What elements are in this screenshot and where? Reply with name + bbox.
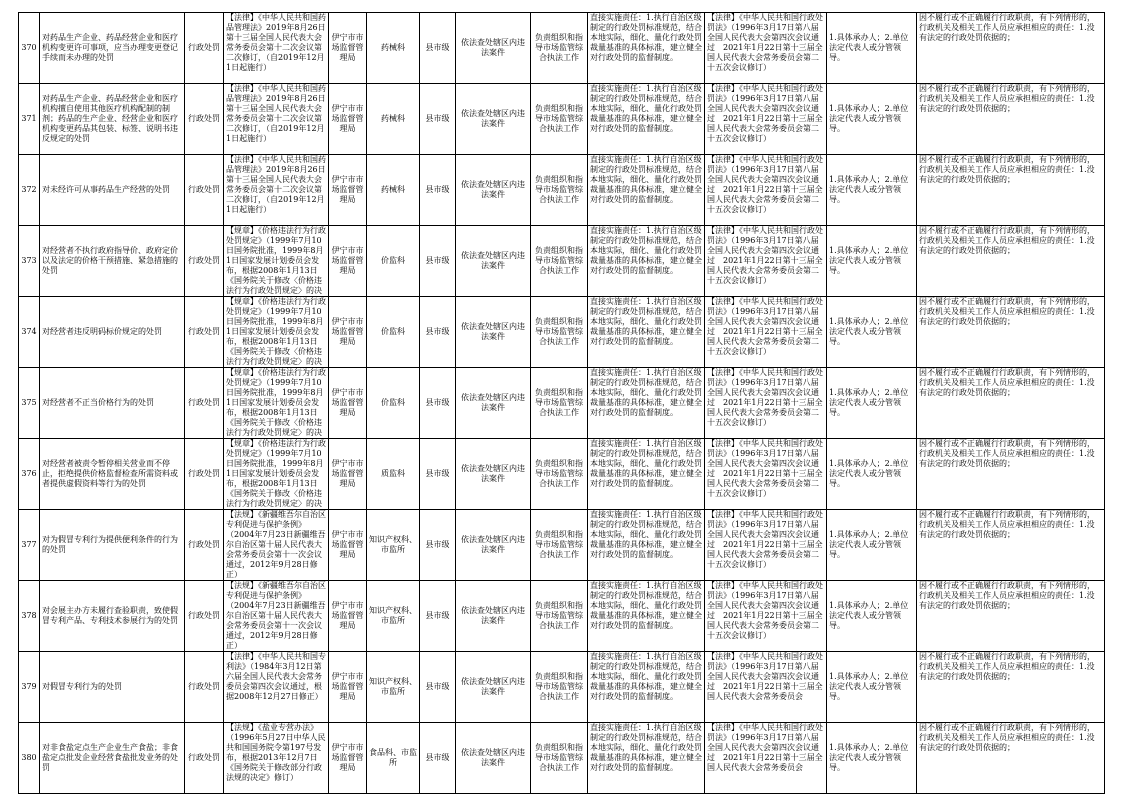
accountability-situation: 因不履行或不正确履行行政职责，有下列情形的，行政机关及相关工作人员应承担相应的责任：1.没有法定的行政处罚依据的； — [919, 226, 1095, 255]
responsibility-items: 直接实施责任：1.执行自治区级制定的行政处罚标准规范，结合本地实际，细化、量化行政处罚裁量基准的具体标准，建立健全对行政处罚的监督制度。 — [590, 652, 702, 701]
legal-basis: 【法律】《中华人民共和国药品管理法》2019年8月26日第十三届全国人民代表大会常务委员会第十二次会议第二次修订，（自2019年12月1日起施行） — [226, 84, 326, 143]
row-number: 370 — [21, 43, 37, 52]
responsibility-items: 直接实施责任：1.执行自治区级制定的行政处罚标准规范，结合本地实际，细化、量化行政处罚裁量基准的具体标准，建立健全对行政处罚的监督制度。 — [590, 368, 702, 417]
legal-basis: 【法规】《新疆维吾尔自治区专利促进与保护条例》（2004年7月23日新疆维吾尔自治区第十届人民代表大会常务委员会第十一次会议通过，2012年9月28日修正） — [226, 581, 326, 650]
responsible-subject: 1.具体承办人；2.单位法定代表人或分管领导。 — [829, 104, 909, 133]
item-name: 对假冒专利行为的处罚 — [42, 682, 122, 691]
city-duty: 依法查处辖区内违法案件 — [461, 393, 525, 412]
table-row — [19, 13, 1105, 84]
table-row — [19, 652, 1105, 723]
responsible-subject: 1.具体承办人；2.单位法定代表人或分管领导。 — [829, 672, 909, 701]
legal-basis: 【法律】《中华人民共和国药品管理法》2019年8月26日第十三届全国人民代表大会常务委员会第十二次会议第二次修订，（自2019年12月1日起施行） — [226, 13, 326, 72]
row-number: 371 — [21, 114, 37, 123]
accountability-situation: 因不履行或不正确履行行政职责，有下列情形的，行政机关及相关工作人员应承担相应的责任：1.没有法定的行政处罚依据的； — [919, 581, 1095, 610]
coordination-duty: 负责组织和指导市场监管综合执法工作 — [535, 246, 583, 275]
responsibility-basis: 【法律】《中华人民共和国行政处罚法》（1996年3月17日第八届全国人民代表大会第四次会议通过 2021年1月22日第十三届全国人民代表大会常务委员会第二十五次会议修订） — [707, 510, 823, 569]
power-list-table — [18, 12, 1105, 794]
exercise-level: 县市级 — [425, 753, 450, 762]
responsible-department: 药械科 — [381, 185, 405, 194]
responsibility-items: 直接实施责任：1.执行自治区级制定的行政处罚标准规范，结合本地实际，细化、量化行政处罚裁量基准的具体标准，建立健全对行政处罚的监督制度。 — [590, 297, 702, 346]
power-type: 行政处罚 — [188, 327, 220, 336]
city-duty: 依法查处辖区内违法案件 — [461, 748, 525, 767]
row-number: 378 — [21, 611, 37, 620]
responsibility-items: 直接实施责任：1.执行自治区级制定的行政处罚标准规范，结合本地实际，细化、量化行政处罚裁量基准的具体标准，建立健全对行政处罚的监督制度。 — [590, 439, 702, 488]
power-type: 行政处罚 — [188, 753, 220, 762]
power-list-sheet — [18, 12, 1104, 794]
coordination-duty: 负责组织和指导市场监管综合执法工作 — [535, 104, 583, 133]
accountability-situation: 因不履行或不正确履行行政职责，有下列情形的，行政机关及相关工作人员应承担相应的责任：1.没有法定的行政处罚依据的； — [919, 723, 1095, 752]
responsible-department: 知识产权科、市监所 — [369, 535, 417, 554]
power-type: 行政处罚 — [188, 398, 220, 407]
item-name: 对经营者不执行政府指导价、政府定价以及法定的价格干预措施、紧急措施的处罚 — [42, 246, 178, 275]
responsible-subject: 1.具体承办人；2.单位法定代表人或分管领导。 — [829, 459, 909, 488]
power-type: 行政处罚 — [188, 43, 220, 52]
table-body — [19, 13, 1105, 794]
responsible-subject: 1.具体承办人；2.单位法定代表人或分管领导。 — [829, 530, 909, 559]
accountability-situation: 因不履行或不正确履行行政职责，有下列情形的，行政机关及相关工作人员应承担相应的责任：1.没有法定的行政处罚依据的； — [919, 84, 1095, 113]
responsible-department: 食品科、市监所 — [369, 748, 417, 767]
legal-basis: 【规章】《价格违法行为行政处罚规定》（1999年7月10日国务院批准，1999年8月1日国家发展计划委员会发布，根据2008年1月13日《国务院关于修改〈价格违法行为行政处罚规定〉的决 — [226, 226, 326, 295]
table-row — [19, 155, 1105, 226]
responsible-department: 知识产权科、市监所 — [369, 677, 417, 696]
responsibility-basis: 【法律】《中华人民共和国行政处罚法》（1996年3月17日第八届全国人民代表大会第四次会议通过 2021年1月22日第十三届全国人民代表大会常务委员会第二十五次会议修订） — [707, 226, 823, 285]
legal-basis: 【法规】《新疆维吾尔自治区专利促进与保护条例》（2004年7月23日新疆维吾尔自治区第十届人民代表大会常务委员会第十一次会议通过，2012年9月28日修正） — [226, 510, 326, 579]
item-name: 对会展主办方未履行查验职责，致使假冒专利产品、专利技术参展行为的处罚 — [42, 606, 178, 625]
coordination-duty: 负责组织和指导市场监管综合执法工作 — [535, 601, 583, 630]
exercise-level: 县市级 — [425, 540, 450, 549]
coordination-duty: 负责组织和指导市场监管综合执法工作 — [535, 388, 583, 417]
exercise-level: 县市级 — [425, 611, 450, 620]
power-type: 行政处罚 — [188, 540, 220, 549]
responsibility-items: 直接实施责任：1.执行自治区级制定的行政处罚标准规范，结合本地实际，细化、量化行政处罚裁量基准的具体标准，建立健全对行政处罚的监督制度。 — [590, 155, 702, 204]
accountability-situation: 因不履行或不正确履行行政职责，有下列情形的，行政机关及相关工作人员应承担相应的责任：1.没有法定的行政处罚依据的； — [919, 510, 1095, 539]
item-name: 对经营者不正当价格行为的处罚 — [42, 398, 154, 407]
table-row — [19, 510, 1105, 581]
responsibility-items: 直接实施责任：1.执行自治区级制定的行政处罚标准规范，结合本地实际，细化、量化行政处罚裁量基准的具体标准，建立健全对行政处罚的监督制度。 — [590, 581, 702, 630]
accountability-situation: 因不履行或不正确履行行政职责，有下列情形的，行政机关及相关工作人员应承担相应的责任：1.没有法定的行政处罚依据的； — [919, 652, 1095, 681]
implementing-agency: 伊宁市市场监督管理局 — [331, 33, 364, 62]
table-row — [19, 84, 1105, 155]
table-row — [19, 723, 1105, 794]
implementing-agency: 伊宁市市场监督管理局 — [331, 459, 364, 488]
responsible-department: 药械科 — [381, 114, 405, 123]
responsibility-items: 直接实施责任：1.执行自治区级制定的行政处罚标准规范，结合本地实际，细化、量化行政处罚裁量基准的具体标准，建立健全对行政处罚的监督制度。 — [590, 723, 702, 772]
city-duty: 依法查处辖区内违法案件 — [461, 464, 525, 483]
power-type: 行政处罚 — [188, 114, 220, 123]
implementing-agency: 伊宁市市场监督管理局 — [331, 672, 364, 701]
coordination-duty: 负责组织和指导市场监管综合执法工作 — [535, 459, 583, 488]
responsibility-basis: 【法律】《中华人民共和国行政处罚法》（1996年3月17日第八届全国人民代表大会第四次会议通过 2021年1月22日第十三届全国人民代表大会常务委员会第二十五次会议修订） — [707, 155, 823, 214]
implementing-agency: 伊宁市市场监督管理局 — [331, 175, 364, 204]
exercise-level: 县市级 — [425, 682, 450, 691]
responsible-department: 药械科 — [381, 43, 405, 52]
row-number: 380 — [21, 753, 37, 762]
power-type: 行政处罚 — [188, 256, 220, 265]
legal-basis: 【规章】《价格违法行为行政处罚规定》（1999年7月10日国务院批准，1999年8月1日国家发展计划委员会发布，根据2008年1月13日《国务院关于修改〈价格违法行为行政处罚规定〉的决 — [226, 439, 326, 508]
row-number: 377 — [21, 540, 37, 549]
coordination-duty: 负责组织和指导市场监管综合执法工作 — [535, 33, 583, 62]
item-name: 对经营者违反明码标价规定的处罚 — [42, 327, 162, 336]
table-row — [19, 581, 1105, 652]
power-type: 行政处罚 — [188, 185, 220, 194]
implementing-agency: 伊宁市市场监督管理局 — [331, 743, 364, 772]
accountability-situation: 因不履行或不正确履行行政职责，有下列情形的，行政机关及相关工作人员应承担相应的责任：1.没有法定的行政处罚依据的； — [919, 439, 1095, 468]
responsibility-basis: 【法律】《中华人民共和国行政处罚法》（1996年3月17日第八届全国人民代表大会第四次会议通过 2021年1月22日第十三届全国人民代表大会常务委员会第二十五次会议修订） — [707, 297, 823, 356]
implementing-agency: 伊宁市市场监督管理局 — [331, 601, 364, 630]
accountability-situation: 因不履行或不正确履行行政职责，有下列情形的，行政机关及相关工作人员应承担相应的责任：1.没有法定的行政处罚依据的； — [919, 297, 1095, 326]
responsible-subject: 1.具体承办人；2.单位法定代表人或分管领导。 — [829, 175, 909, 204]
responsible-subject: 1.具体承办人；2.单位法定代表人或分管领导。 — [829, 601, 909, 630]
responsible-department: 价监科 — [381, 398, 405, 407]
responsibility-items: 直接实施责任：1.执行自治区级制定的行政处罚标准规范，结合本地实际，细化、量化行政处罚裁量基准的具体标准，建立健全对行政处罚的监督制度。 — [590, 510, 702, 559]
implementing-agency: 伊宁市市场监督管理局 — [331, 388, 364, 417]
table-row — [19, 297, 1105, 368]
responsibility-basis: 【法律】《中华人民共和国行政处罚法》（1996年3月17日第八届全国人民代表大会第四次会议通过 2021年1月22日第十三届全国人民代表大会常务委员会第二十五次会议修订） — [707, 368, 823, 427]
responsibility-basis: 【法律】《中华人民共和国行政处罚法》（1996年3月17日第八届全国人民代表大会第四次会议通过 2021年1月22日第十三届全国人民代表大会常务委员会第二十五次会议修订） — [707, 581, 823, 640]
implementing-agency: 伊宁市市场监督管理局 — [331, 530, 364, 559]
responsibility-basis: 【法律】《中华人民共和国行政处罚法》（1996年3月17日第八届全国人民代表大会第四次会议通过 2021年1月22日第十三届全国人民代表大会常务委员会 — [707, 652, 823, 701]
responsible-subject: 1.具体承办人；2.单位法定代表人或分管领导。 — [829, 33, 909, 62]
responsible-subject: 1.具体承办人；2.单位法定代表人或分管领导。 — [829, 317, 909, 346]
responsibility-basis: 【法律】《中华人民共和国行政处罚法》（1996年3月17日第八届全国人民代表大会第四次会议通过 2021年1月22日第十三届全国人民代表大会常务委员会第二十五次会议修订） — [707, 84, 823, 143]
responsibility-items: 直接实施责任：1.执行自治区级制定的行政处罚标准规范，结合本地实际，细化、量化行政处罚裁量基准的具体标准，建立健全对行政处罚的监督制度。 — [590, 226, 702, 275]
responsible-department: 价监科 — [381, 256, 405, 265]
exercise-level: 县市级 — [425, 469, 450, 478]
responsibility-basis: 【法律】《中华人民共和国行政处罚法》（1996年3月17日第八届全国人民代表大会第四次会议通过 2021年1月22日第十三届全国人民代表大会常务委员会第二十五次会议修订） — [707, 439, 823, 498]
item-name: 对未经许可从事药品生产经营的处罚 — [42, 185, 170, 194]
legal-basis: 【法规】《盐业专营办法》（1996年5月27日中华人民共和国国务院令第197号发布，根据2013年12月7日《国务院关于修改部分行政法规的决定》修订） — [226, 723, 326, 782]
implementing-agency: 伊宁市市场监督管理局 — [331, 104, 364, 133]
coordination-duty: 负责组织和指导市场监管综合执法工作 — [535, 530, 583, 559]
row-number: 376 — [21, 469, 37, 478]
row-number: 373 — [21, 256, 37, 265]
item-name: 对经营者被责令暂停相关营业而不停止，拒绝提供价格监督检查所需资料或者提供虚假资料等行为的处罚 — [42, 459, 178, 488]
responsible-department: 知识产权科、市监所 — [369, 606, 417, 625]
legal-basis: 【法律】《中华人民共和国药品管理法》2019年8月26日第十三届全国人民代表大会常务委员会第十二次会议第二次修订，（自2019年12月1日起施行） — [226, 155, 326, 214]
coordination-duty: 负责组织和指导市场监管综合执法工作 — [535, 743, 583, 772]
table-row — [19, 368, 1105, 439]
responsible-subject: 1.具体承办人；2.单位法定代表人或分管领导。 — [829, 246, 909, 275]
power-type: 行政处罚 — [188, 682, 220, 691]
item-name: 对药品生产企业、药品经营企业和医疗机构擅自使用其他医疗机构配制的制剂；药品的生产企业、经营企业和医疗机构变更药品其包装、标签、说明书违反规定的处罚 — [42, 94, 178, 143]
table-row — [19, 439, 1105, 510]
exercise-level: 县市级 — [425, 185, 450, 194]
exercise-level: 县市级 — [425, 114, 450, 123]
row-number: 379 — [21, 682, 37, 691]
city-duty: 依法查处辖区内违法案件 — [461, 38, 525, 57]
row-number: 375 — [21, 398, 37, 407]
responsibility-basis: 【法律】《中华人民共和国行政处罚法》（1996年3月17日第八届全国人民代表大会第四次会议通过 2021年1月22日第十三届全国人民代表大会常务委员会第二十五次会议修订） — [707, 13, 823, 72]
implementing-agency: 伊宁市市场监督管理局 — [331, 246, 364, 275]
city-duty: 依法查处辖区内违法案件 — [461, 677, 525, 696]
legal-basis: 【规章】《价格违法行为行政处罚规定》（1999年7月10日国务院批准，1999年8月1日国家发展计划委员会发布，根据2008年1月13日《国务院关于修改〈价格违法行为行政处罚规定〉的决 — [226, 297, 326, 366]
row-number: 372 — [21, 185, 37, 194]
city-duty: 依法查处辖区内违法案件 — [461, 180, 525, 199]
coordination-duty: 负责组织和指导市场监管综合执法工作 — [535, 672, 583, 701]
city-duty: 依法查处辖区内违法案件 — [461, 322, 525, 341]
accountability-situation: 因不履行或不正确履行行政职责，有下列情形的，行政机关及相关工作人员应承担相应的责任：1.没有法定的行政处罚依据的； — [919, 155, 1095, 184]
responsibility-items: 直接实施责任：1.执行自治区级制定的行政处罚标准规范，结合本地实际，细化、量化行政处罚裁量基准的具体标准，建立健全对行政处罚的监督制度。 — [590, 13, 702, 62]
responsibility-basis: 【法律】《中华人民共和国行政处罚法》（1996年3月17日第八届全国人民代表大会第四次会议通过 2021年1月22日第十三届全国人民代表大会常务委员会 — [707, 723, 823, 772]
city-duty: 依法查处辖区内违法案件 — [461, 535, 525, 554]
responsibility-items: 直接实施责任：1.执行自治区级制定的行政处罚标准规范，结合本地实际，细化、量化行政处罚裁量基准的具体标准，建立健全对行政处罚的监督制度。 — [590, 84, 702, 133]
row-number: 374 — [21, 327, 37, 336]
accountability-situation: 因不履行或不正确履行行政职责，有下列情形的，行政机关及相关工作人员应承担相应的责任：1.没有法定的行政处罚依据的； — [919, 368, 1095, 397]
power-type: 行政处罚 — [188, 611, 220, 620]
responsible-subject: 1.具体承办人；2.单位法定代表人或分管领导。 — [829, 388, 909, 417]
power-type: 行政处罚 — [188, 469, 220, 478]
item-name: 对药品生产企业、药品经营企业和医疗机构变更许可事项，应当办理变更登记手续而未办理的处罚 — [42, 33, 178, 62]
item-name: 对非食盐定点生产企业生产食盐；非食盐定点批发企业经营食盐批发业务的处罚 — [42, 743, 178, 772]
responsible-subject: 1.具体承办人；2.单位法定代表人或分管领导。 — [829, 743, 909, 772]
city-duty: 依法查处辖区内违法案件 — [461, 109, 525, 128]
city-duty: 依法查处辖区内违法案件 — [461, 606, 525, 625]
legal-basis: 【法律】《中华人民共和国专利法》（1984年3月12日第六届全国人民代表大会常务委员会第四次会议通过，根据2008年12月27日修正） — [226, 652, 326, 701]
responsible-department: 价监科 — [381, 327, 405, 336]
item-name: 对为假冒专利行为提供便利条件的行为的处罚 — [42, 535, 178, 554]
city-duty: 依法查处辖区内违法案件 — [461, 251, 525, 270]
coordination-duty: 负责组织和指导市场监管综合执法工作 — [535, 317, 583, 346]
accountability-situation: 因不履行或不正确履行行政职责，有下列情形的，行政机关及相关工作人员应承担相应的责任：1.没有法定的行政处罚依据的； — [919, 13, 1095, 42]
exercise-level: 县市级 — [425, 256, 450, 265]
exercise-level: 县市级 — [425, 327, 450, 336]
exercise-level: 县市级 — [425, 43, 450, 52]
legal-basis: 【规章】《价格违法行为行政处罚规定》（1999年7月10日国务院批准，1999年8月1日国家发展计划委员会发布，根据2008年1月13日《国务院关于修改〈价格违法行为行政处罚规定〉的决 — [226, 368, 326, 437]
table-row — [19, 226, 1105, 297]
coordination-duty: 负责组织和指导市场监管综合执法工作 — [535, 175, 583, 204]
responsible-department: 质监科 — [381, 469, 405, 478]
implementing-agency: 伊宁市市场监督管理局 — [331, 317, 364, 346]
exercise-level: 县市级 — [425, 398, 450, 407]
